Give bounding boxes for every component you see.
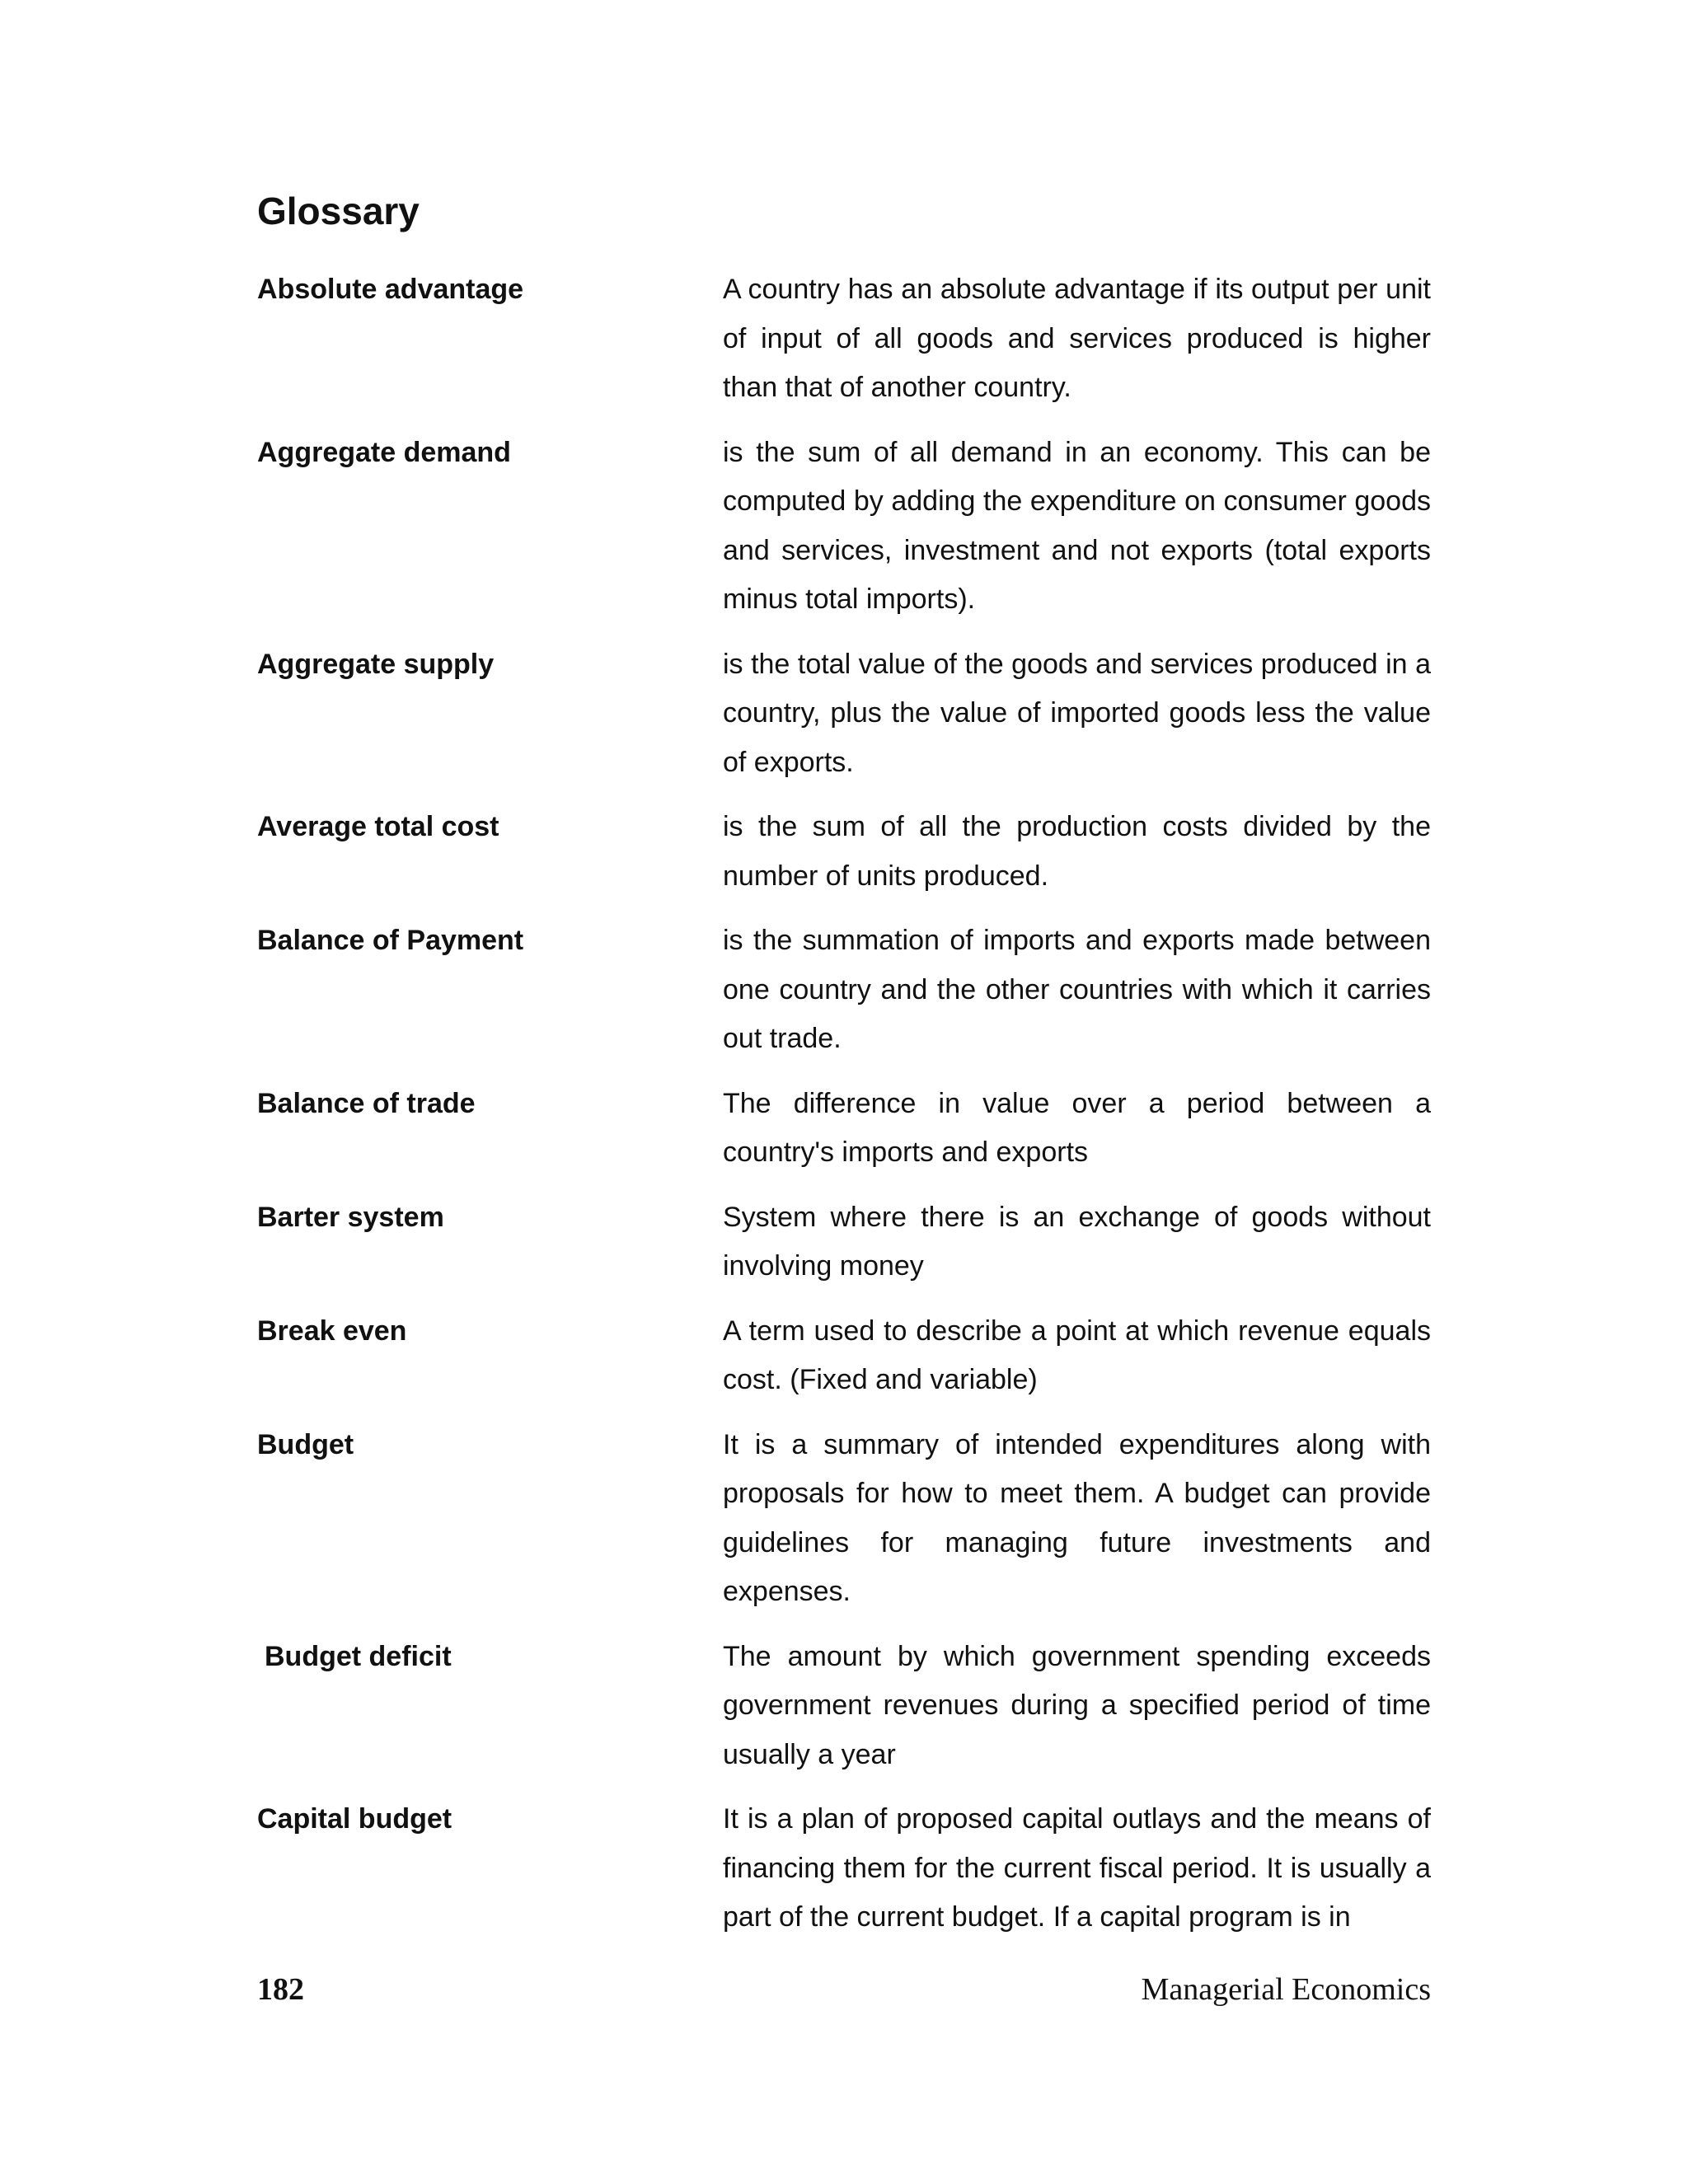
glossary-entry <box>257 640 1431 788</box>
glossary-definition: A country has an absolute advantage if its output per unit of input of all goods and services produced is higher than that of another country. <box>723 274 1431 403</box>
glossary-definition: The amount by which government spending exceeds government revenues during a specified period of time usually a year <box>723 1640 1431 1770</box>
glossary-term: Budget <box>257 1428 354 1460</box>
glossary-term: Aggregate demand <box>257 436 511 468</box>
glossary-term: Balance of Payment <box>257 925 524 956</box>
glossary-list <box>257 265 1431 1958</box>
glossary-term: Break even <box>257 1315 407 1347</box>
glossary-entry <box>257 916 1431 1064</box>
glossary-definition: is the total value of the goods and services produced in a country, plus the value of imported goods less the value of exports. <box>723 648 1431 778</box>
glossary-term: Budget deficit <box>265 1640 452 1672</box>
glossary-entry <box>257 265 1431 413</box>
page-number: 182 <box>257 1972 304 2007</box>
glossary-term: Aggregate supply <box>257 648 495 680</box>
glossary-definition: is the summation of imports and exports made between one country and the other countries with which it carries out trade. <box>723 925 1431 1054</box>
glossary-definition: is the sum of all the production costs divided by the number of units produced. <box>723 811 1431 892</box>
glossary-definition: It is a plan of proposed capital outlays and the means of financing them for the current fiscal period. It is usually a part of the current budget. If a capital program is in <box>723 1803 1431 1933</box>
glossary-definition: The difference in value over a period between a country's imports and exports <box>723 1087 1431 1168</box>
running-footer-title: Managerial Economics <box>1141 1972 1431 2007</box>
glossary-entry <box>257 1193 1431 1291</box>
glossary-definition: A term used to describe a point at which revenue equals cost. (Fixed and variable) <box>723 1315 1431 1395</box>
glossary-term: Average total cost <box>257 811 499 842</box>
page-title: Glossary <box>257 190 420 232</box>
glossary-entry <box>257 429 1431 625</box>
glossary-term: Balance of trade <box>257 1087 476 1119</box>
glossary-definition: It is a summary of intended expenditures along with proposals for how to meet them. A budget can provide guidelines for managing future investments and expenses. <box>723 1428 1431 1607</box>
glossary-entry <box>257 1080 1431 1178</box>
glossary-entry <box>257 1307 1431 1405</box>
glossary-entry <box>257 803 1431 901</box>
glossary-term: Barter system <box>257 1201 444 1233</box>
glossary-entry <box>257 1421 1431 1617</box>
glossary-term: Absolute advantage <box>257 274 524 305</box>
glossary-definition: is the sum of all demand in an economy. This can be computed by adding the expenditure on consumer goods and services, investment and not exports (total exports minus total imports). <box>723 436 1431 615</box>
glossary-term: Capital budget <box>257 1803 452 1835</box>
glossary-definition: System where there is an exchange of goods without involving money <box>723 1201 1431 1282</box>
glossary-entry <box>257 1633 1431 1780</box>
glossary-entry <box>257 1795 1431 1943</box>
